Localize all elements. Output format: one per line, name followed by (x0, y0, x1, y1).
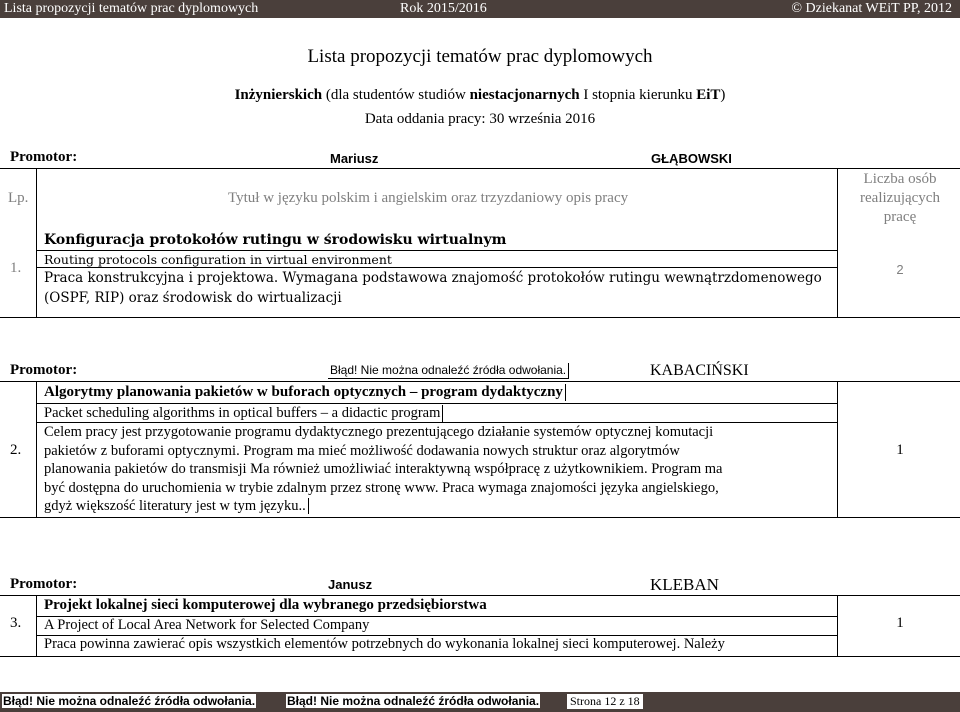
topic-number-1: 1. (10, 260, 22, 276)
page-number: Strona 12 z 18 (567, 694, 643, 709)
topic-3-bottom-border (0, 656, 960, 657)
count-header-line-3: pracę (883, 209, 917, 225)
topic-number-3: 3. (10, 615, 22, 631)
promotor-row-border-3 (0, 595, 960, 596)
topic-1-bottom-border (0, 317, 960, 318)
subtitle-text-3: ) (720, 87, 726, 103)
topic-number-2: 2. (10, 442, 22, 458)
promotor-last-name-2: KABACIŃSKI (650, 362, 749, 379)
count-column-divider-2 (837, 382, 838, 517)
topic-count-3: 1 (896, 615, 904, 631)
topic-count-1: 2 (896, 262, 904, 277)
promotor-last-name-3: KLEBAN (650, 575, 719, 594)
subtitle-degree: Inżynierskich (234, 87, 323, 103)
topic-1-row-divider-a (37, 250, 837, 251)
promotor-label-3: Promotor: (10, 576, 78, 592)
topic-2-bottom-border (0, 517, 960, 518)
promotor-last-name-1: GŁĄBOWSKI (651, 151, 732, 166)
topic-2-desc-line-5: gdyż większość literatury jest w tym języku.. (44, 498, 309, 514)
lp-column-divider-3 (36, 596, 37, 656)
count-column-divider (837, 169, 838, 317)
promotor-first-name-2: Błąd! Nie można odnaleźć źródła odwołania. (328, 363, 569, 379)
footer-error-1: Błąd! Nie można odnaleźć źródła odwołania. (3, 694, 256, 708)
count-header-line-1: Liczba osób (863, 171, 937, 187)
topic-title-pl-2: Algorytmy planowania pakietów w buforach optycznych – program dydaktyczny (44, 384, 566, 401)
subtitle-field: EiT (696, 87, 721, 103)
promotor-label-1: Promotor: (10, 149, 78, 165)
topic-2-row-divider-a (37, 403, 837, 404)
promotor-first-name-3: Janusz (328, 577, 373, 592)
topic-description-1 (44, 268, 822, 308)
topic-2-desc-line-4: być dostępna do uruchomienia w trybie zdalnym przez stronę www. Praca wymaga znajomości języka angielskiego, (44, 479, 719, 496)
count-column-header (840, 170, 960, 227)
header-center: Rok 2015/2016 (400, 1, 487, 16)
footer-error-2: Błąd! Nie można odnaleźć źródła odwołania. (287, 694, 540, 708)
header-band (0, 0, 960, 18)
promotor-row-border-1 (0, 168, 960, 169)
topic-title-en-1: Routing protocols configuration in virtual environment (44, 252, 392, 267)
topic-title-en-3: A Project of Local Area Network for Selected Company (44, 617, 370, 633)
header-left: Lista propozycji tematów prac dyplomowych (4, 1, 259, 16)
promotor-first-name-1: Mariusz (330, 151, 379, 166)
lp-column-divider (36, 169, 37, 317)
topic-description-2 (44, 423, 723, 516)
topic-2-desc-line-1: Celem pracy jest przygotowanie programu dydaktycznego prezentującego działanie systemów optycznej komutacji (44, 424, 714, 440)
subtitle-mode: niestacjonarnych (469, 87, 580, 103)
topic-1-desc-line-2: (OSPF, RIP) oraz środowisk do wirtualizacji (44, 290, 342, 306)
count-column-divider-3 (837, 596, 838, 656)
count-header-line-2: realizujących (860, 190, 940, 206)
topic-title-pl-3: Projekt lokalnej sieci komputerowej dla wybranego przedsiębiorstwa (44, 597, 487, 613)
topic-2-desc-line-3: planowania pakietów do transmisji Ma również umożliwiać interaktywną współpracę z użytkownikiem. Program ma (44, 461, 723, 477)
subtitle-text-2: I stopnia kierunku (579, 87, 697, 103)
page-subtitle (0, 87, 960, 104)
subtitle-text-1: (dla studentów studiów (322, 87, 470, 103)
lp-header: Lp. (8, 190, 29, 206)
topic-title-en-2: Packet scheduling algorithms in optical buffers – a didactic program (44, 405, 443, 422)
topic-title-pl-1: Konfiguracja protokołów rutingu w środowisku wirtualnym (44, 232, 507, 248)
page-title: Lista propozycji tematów prac dyplomowych (307, 46, 653, 67)
header-right: © Dziekanat WEiT PP, 2012 (791, 1, 952, 16)
topic-count-2: 1 (896, 442, 904, 458)
promotor-label-2: Promotor: (10, 362, 78, 378)
promotor-row-border-2 (0, 381, 960, 382)
date-line: Data oddania pracy: 30 września 2016 (364, 111, 596, 127)
topic-description-3: Praca powinna zawierać opis wszystkich elementów potrzebnych do wykonania lokalnej sieci komputerowej. Należy (44, 636, 725, 652)
topic-2-desc-line-2: pakietów z buforami optycznymi. Program ma mieć możliwość dodawania nowych struktur oraz algorytmów (44, 442, 680, 459)
topic-1-desc-line-1: Praca konstrukcyjna i projektowa. Wymagana podstawowa znajomość protokołów rutingu wewnątrzdomenowego (44, 270, 822, 286)
title-column-header: Tytuł w języku polskim i angielskim oraz trzyzdaniowy opis pracy (228, 190, 629, 206)
footer-band (0, 692, 960, 712)
